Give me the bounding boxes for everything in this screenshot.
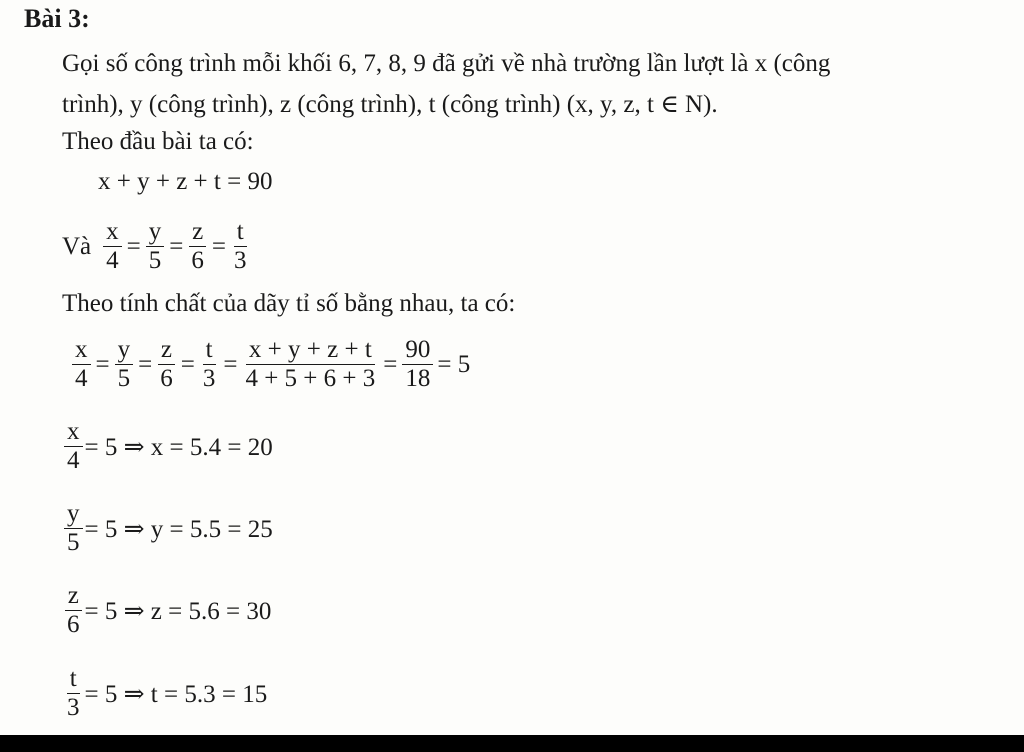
equals-sign: =	[169, 232, 184, 260]
ratio-equation	[62, 218, 251, 275]
chain-fraction: $\frac{x}{4}$	[72, 336, 91, 393]
intro-line-2: trình), y (công trình), z (công trình), t (công trình) (x, y, z, t ∈ N).	[62, 91, 718, 118]
solution-t	[62, 665, 267, 722]
equals-sign: =	[126, 232, 141, 260]
chain-fraction: $\frac{z}{6}$	[157, 336, 176, 393]
equals-sign: =	[383, 350, 398, 378]
solution-fraction: $\frac{z}{6}$	[64, 582, 83, 639]
bottom-border	[0, 735, 1024, 752]
sum-fraction: $\frac{x + y + z + t}{4 + 5 + 6 + 3}$	[245, 336, 376, 392]
solution-fraction: $\frac{t}{3}$	[67, 665, 80, 721]
intro-line-1: Gọi số công trình mỗi khối 6, 7, 8, 9 đã gửi về nhà trường lần lượt là x (công	[62, 50, 831, 77]
chain-fraction: $\frac{t}{3}$	[202, 336, 216, 392]
equals-sign: =	[138, 350, 153, 378]
sum-equation	[98, 168, 272, 196]
property-text: Theo tính chất của dãy tỉ số bằng nhau, ta có:	[62, 290, 516, 317]
ratio-fraction: $\frac{z}{6}$	[188, 218, 207, 275]
solution-text: = 5 ⇒ x = 5.4 = 20	[84, 433, 273, 461]
chain-result: = 5	[437, 350, 471, 378]
solution-fraction: $\frac{y}{5}$	[64, 500, 83, 557]
equals-sign: =	[223, 350, 238, 378]
equals-sign: =	[211, 232, 226, 260]
exercise-title: Bài 3:	[24, 4, 90, 33]
solution-text: = 5 ⇒ y = 5.5 = 25	[84, 515, 273, 543]
chain-fraction: $\frac{y}{5}$	[115, 336, 134, 393]
ratio-fraction: $\frac{x}{4}$	[103, 218, 122, 275]
value-fraction: $\frac{90}{18}$	[402, 336, 433, 393]
ratio-fraction: $\frac{y}{5}$	[146, 218, 165, 275]
solution-fraction: $\frac{x}{4}$	[64, 418, 83, 475]
proportion-chain	[70, 336, 470, 393]
solution-text: = 5 ⇒ z = 5.6 = 30	[84, 597, 272, 625]
equals-sign: =	[180, 350, 195, 378]
solution-y	[62, 500, 273, 557]
sum-equation-text: x + y + z + t = 90	[98, 168, 273, 195]
ratio-fraction: $\frac{t}{3}$	[233, 218, 247, 274]
va-label: Và	[62, 232, 92, 260]
solution-x	[62, 418, 273, 475]
theo-de-text: Theo đầu bài ta có:	[62, 128, 254, 155]
solution-z	[62, 582, 271, 639]
equals-sign: =	[95, 350, 110, 378]
solution-text: = 5 ⇒ t = 5.3 = 15	[84, 680, 268, 708]
